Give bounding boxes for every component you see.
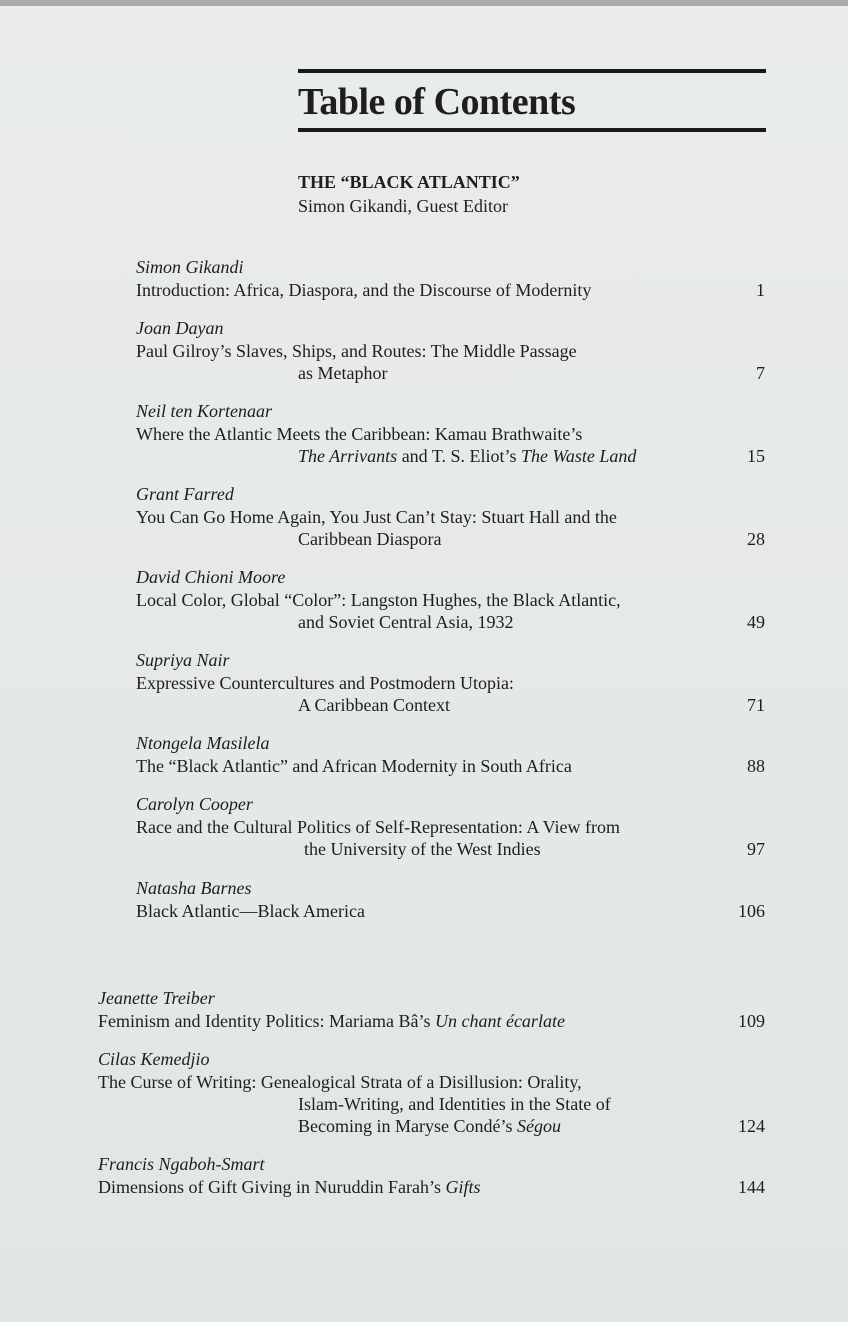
entry-author: Supriya Nair: [136, 650, 230, 670]
section-title: THE “BLACK ATLANTIC”: [298, 172, 520, 192]
entry-author: Grant Farred: [136, 484, 234, 504]
entry-title-line: and Soviet Central Asia, 1932: [298, 612, 514, 632]
entry-page-number: 88: [747, 756, 765, 776]
entry-title-line: The Curse of Writing: Genealogical Strata of a Disillusion: Orality,: [98, 1072, 582, 1092]
entry-page-number: 1: [756, 280, 765, 300]
page-title: Table of Contents: [298, 81, 576, 123]
entry-title-line: [98, 1010, 565, 1032]
entry-title-line: Black Atlantic—Black America: [136, 901, 365, 921]
entry-title-line: Introduction: Africa, Diaspora, and the Discourse of Modernity: [136, 280, 592, 300]
entry-page-number: 71: [747, 695, 765, 715]
entry-page-number: 106: [738, 901, 765, 921]
entry-author: Natasha Barnes: [136, 878, 252, 898]
entry-title-line: Caribbean Diaspora: [298, 529, 442, 549]
entry-title-line: Race and the Cultural Politics of Self-Representation: A View from: [136, 817, 620, 837]
entry-title-line: Islam-Writing, and Identities in the State of: [298, 1094, 611, 1114]
title-text: Dimensions of Gift Giving in Nuruddin Farah’s: [98, 1177, 446, 1197]
entry-author: Neil ten Kortenaar: [136, 401, 272, 421]
entry-title-line: Local Color, Global “Color”: Langston Hughes, the Black Atlantic,: [136, 590, 621, 610]
entry-page-number: 97: [747, 839, 765, 859]
entry-title-line: the University of the West Indies: [304, 839, 541, 859]
entry-author: Ntongela Masilela: [136, 733, 270, 753]
entry-title-line: Where the Atlantic Meets the Caribbean: Kamau Brathwaite’s: [136, 424, 583, 444]
entry-title-line: A Caribbean Context: [298, 695, 450, 715]
entry-author: Jeanette Treiber: [98, 988, 215, 1008]
entry-page-number: 7: [756, 363, 765, 383]
italic-title: The Arrivants: [298, 446, 398, 466]
entry-page-number: 28: [747, 529, 765, 549]
title-rule-bottom: [298, 128, 766, 132]
entry-page-number: 49: [747, 612, 765, 632]
entry-title-line: Expressive Countercultures and Postmodern Utopia:: [136, 673, 514, 693]
italic-title: Ségou: [516, 1116, 561, 1136]
entry-page-number: 144: [738, 1177, 765, 1197]
entry-page-number: 109: [738, 1011, 765, 1031]
entry-page-number: 124: [738, 1116, 765, 1136]
entry-author: Francis Ngaboh-Smart: [98, 1154, 265, 1174]
title-text: Feminism and Identity Politics: Mariama Bâ’s: [98, 1011, 435, 1031]
title-rule-top: [298, 69, 766, 73]
entry-author: Joan Dayan: [136, 318, 224, 338]
title-text: and T. S. Eliot’s: [397, 446, 522, 466]
italic-title: Un chant écarlate: [434, 1011, 565, 1031]
italic-title: Gifts: [445, 1177, 481, 1197]
title-text: Becoming in Maryse Condé’s: [298, 1116, 517, 1136]
entry-title-line: as Metaphor: [298, 363, 388, 383]
entry-title-line: Paul Gilroy’s Slaves, Ships, and Routes: The Middle Passage: [136, 341, 577, 361]
entry-title-line: [298, 1115, 561, 1137]
entry-title-line: [298, 445, 636, 467]
entry-title-line: [98, 1176, 481, 1198]
entry-title-line: You Can Go Home Again, You Just Can’t Stay: Stuart Hall and the: [136, 507, 617, 527]
italic-title: The Waste Land: [521, 446, 637, 466]
entry-author: Simon Gikandi: [136, 257, 244, 277]
entry-author: Carolyn Cooper: [136, 794, 253, 814]
document-page: [0, 6, 848, 1322]
entry-author: David Chioni Moore: [136, 567, 286, 587]
entry-page-number: 15: [747, 446, 765, 466]
section-editor: Simon Gikandi, Guest Editor: [298, 196, 508, 216]
entry-author: Cilas Kemedjio: [98, 1049, 210, 1069]
entry-title-line: The “Black Atlantic” and African Modernity in South Africa: [136, 756, 572, 776]
